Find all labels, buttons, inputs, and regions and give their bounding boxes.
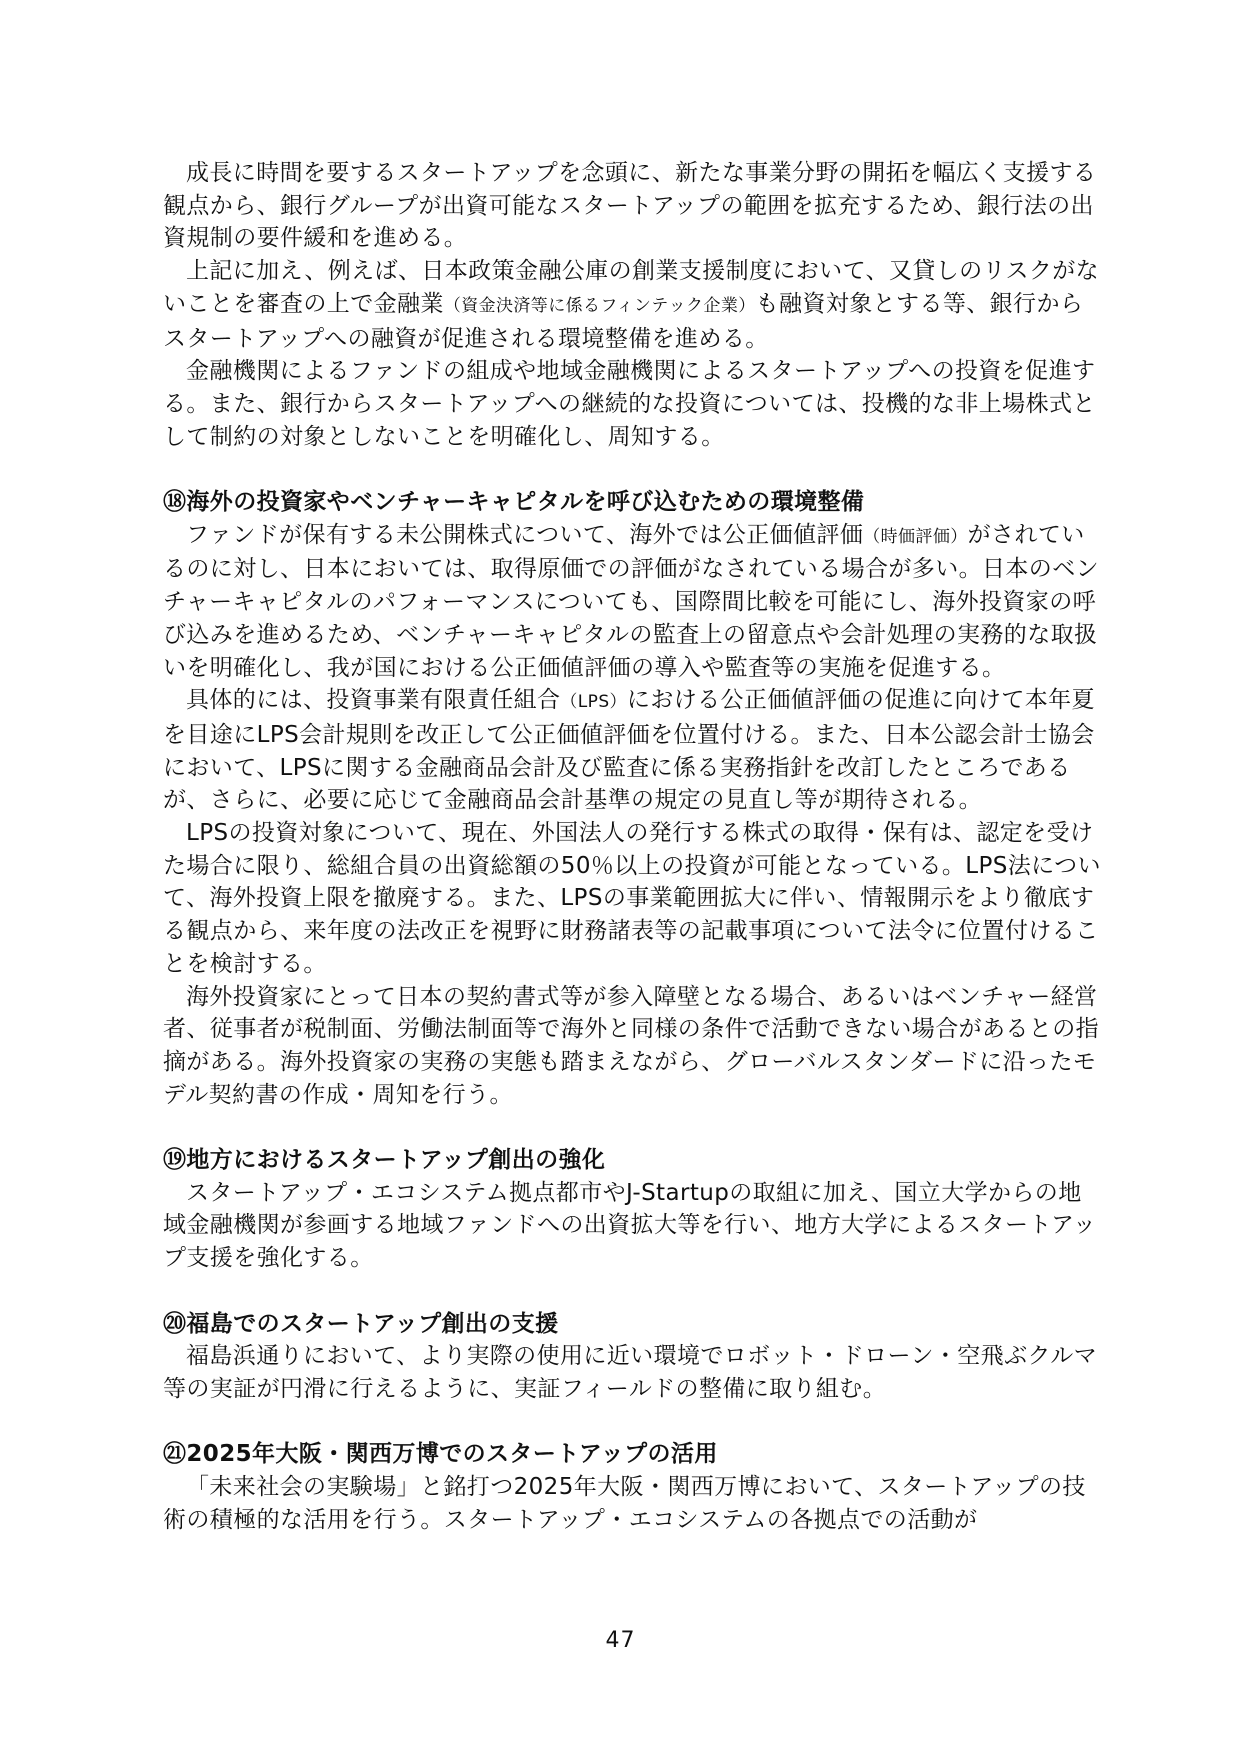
section-21 bbox=[163, 1438, 1103, 1536]
section-heading: ⑲地方におけるスタートアップ創出の強化 bbox=[163, 1147, 606, 1174]
section-19 bbox=[163, 1144, 1103, 1275]
parenthetical-note: （時価評価） bbox=[863, 526, 968, 547]
paragraph: 「未来社会の実験場」と銘打つ2025年大阪・関西万博において、スタートアップの技術の積極的な活用を行う。スタートアップ・エコシステムの各拠点での活動が bbox=[163, 1474, 1086, 1533]
paragraph: 上記に加え、例えば、日本政策金融公庫の創業支援制度において、又貸しのリスクがないことを審査の上で金融業（資金決済等に係るフィンテック企業）も融資対象とする等、銀行からスタートアップへの融資が促進される環境整備を進める。 bbox=[163, 258, 1100, 352]
paragraph: ファンドが保有する未公開株式について、海外では公正価値評価（時価評価）がされているのに対し、日本においては、取得原価での評価がなされている場合が多い。日本のベンチャーキャピタルのパフォーマンスについても、国際間比較を可能にし、海外投資家の呼び込みを進めるため、ベンチャーキャピタルの監査上の留意点や会計処理の実務的な取扱いを明確化し、我が国における公正価値評価の導入や監査等の実施を促進する。 bbox=[163, 521, 1099, 681]
parenthetical-note: （LPS） bbox=[560, 692, 627, 713]
section-18 bbox=[163, 486, 1103, 1111]
page-number: 47 bbox=[605, 1628, 636, 1653]
paragraph: スタートアップ・エコシステム拠点都市やJ-Startupの取組に加え、国立大学からの地域金融機関が参画する地域ファンドへの出資拡大等を行い、地方大学によるスタートアップ支援を強化する。 bbox=[163, 1179, 1097, 1272]
parenthetical-note: （資金決済等に係るフィンテック企業） bbox=[443, 295, 756, 316]
paragraph: 海外投資家にとって日本の契約書式等が参入障壁となる場合、あるいはベンチャー経営者、従事者が税制面、労働法制面等で海外と同様の条件で活動できない場合があるとの指摘がある。海外投資家の実務の実態も踏まえながら、グローバルスタンダードに沿ったモデル契約書の作成・周知を行う。 bbox=[163, 983, 1099, 1108]
paragraph: 具体的には、投資事業有限責任組合（LPS）における公正価値評価の促進に向けて本年夏を目途にLPS会計規則を改正して公正価値評価を位置付ける。また、日本公認会計士協会において、LPSに関する金融商品会計及び監査に係る実務指針を改訂したところであるが、さらに、必要に応じて金融商品会計基準の規定の見直し等が期待される。 bbox=[163, 687, 1095, 814]
section-heading: ⑱海外の投資家やベンチャーキャピタルを呼び込むための環境整備 bbox=[163, 489, 865, 516]
paragraph: LPSの投資対象について、現在、外国法人の発行する株式の取得・保有は、認定を受けた場合に限り、総組合員の出資総額の50％以上の投資が可能となっている。LPS法について、海外投資上限を撤廃する。また、LPSの事業範囲拡大に伴い、情報開示をより徹底する観点から、来年度の法改正を視野に財務諸表等の記載事項について法令に位置付けることを検討する。 bbox=[163, 820, 1101, 977]
paragraph: 金融機関によるファンドの組成や地域金融機関によるスタートアップへの投資を促進する。また、銀行からスタートアップへの継続的な投資については、投機的な非上場株式として制約の対象としないことを明確化し、周知する。 bbox=[163, 358, 1096, 450]
section-intro bbox=[163, 157, 1103, 453]
paragraph: 福島浜通りにおいて、より実際の使用に近い環境でロボット・ドローン・空飛ぶクルマ等の実証が円滑に行えるように、実証フィールドの整備に取り組む。 bbox=[163, 1343, 1097, 1402]
document-body bbox=[163, 157, 1103, 1536]
section-heading: ⑳福島でのスタートアップ創出の支援 bbox=[163, 1310, 559, 1337]
paragraph: 成長に時間を要するスタートアップを念頭に、新たな事業分野の開拓を幅広く支援する観点から、銀行グループが出資可能なスタートアップの範囲を拡充するため、銀行法の出資規制の要件緩和を進める。 bbox=[163, 160, 1097, 252]
section-heading: ㉑2025年大阪・関西万博でのスタートアップの活用 bbox=[163, 1441, 718, 1468]
section-20 bbox=[163, 1308, 1103, 1406]
